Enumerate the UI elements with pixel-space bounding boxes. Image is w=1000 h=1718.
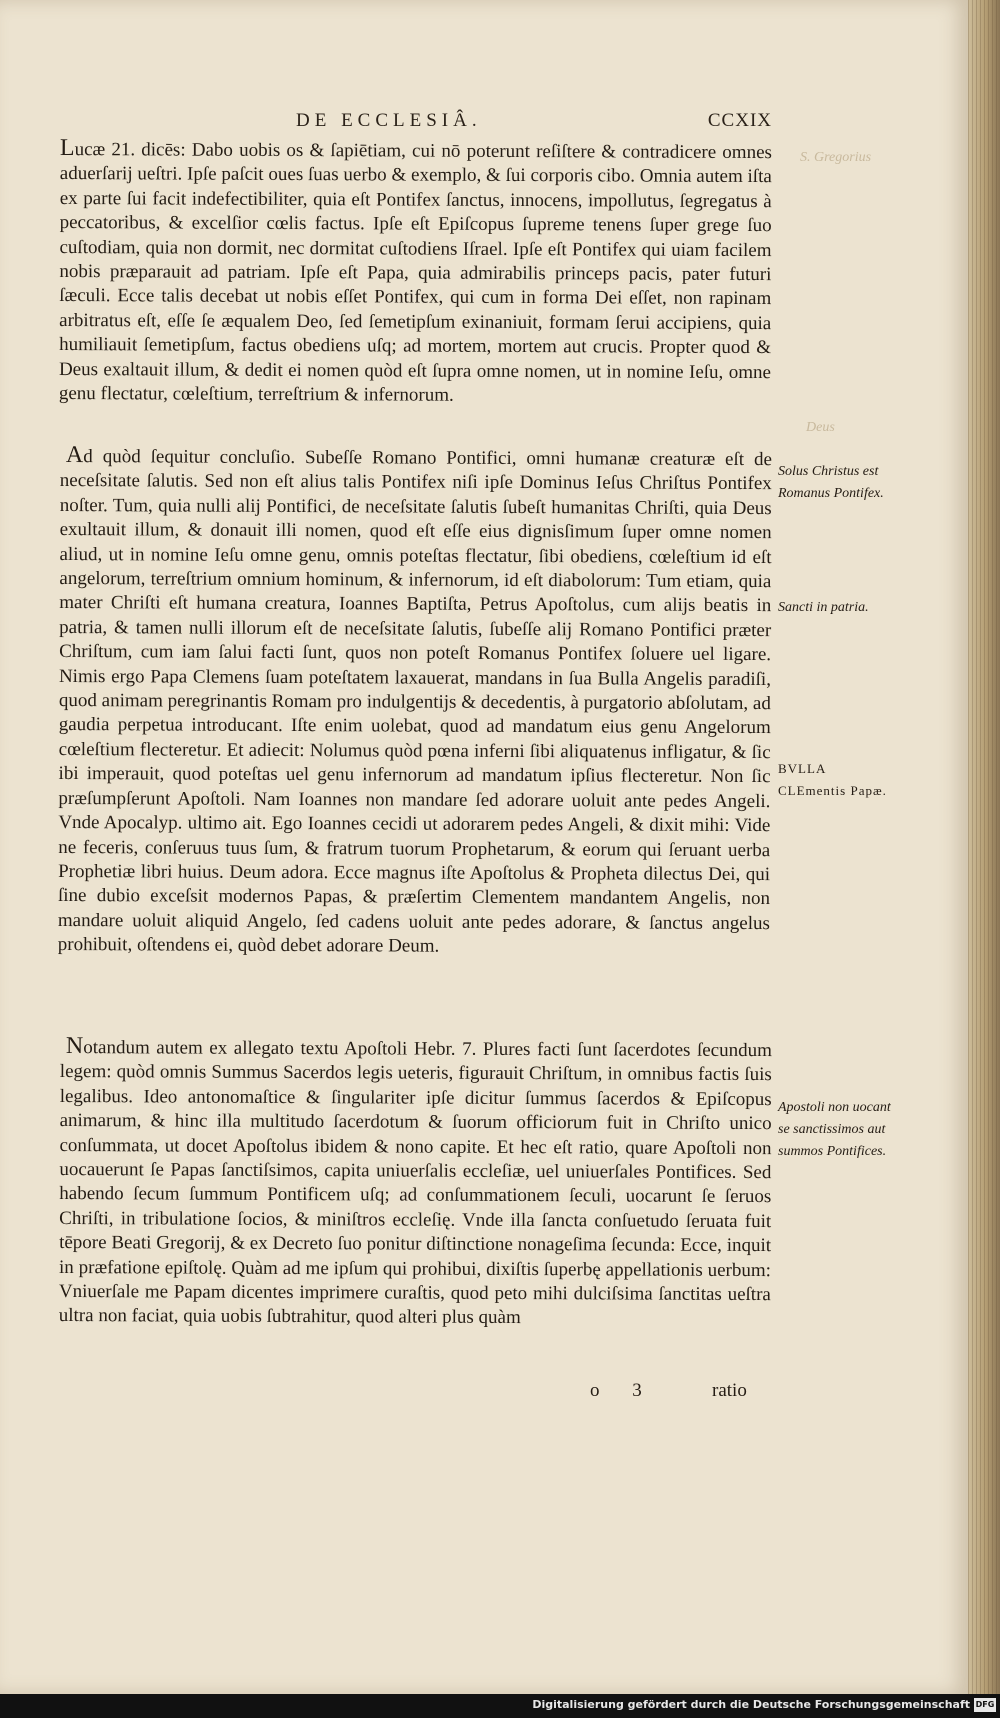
marginal-note: Sancti in patria. bbox=[778, 600, 869, 615]
paragraph-text: otandum autem ex allegato textu Apoſtoli Hebr. 7. Plures facti ſunt ſacerdotes ſecundum legem: quòd omnis Summus Sacerdos legis ueteris, figurauit Chriſtum, in omnibus factis ſuis legalibus. Ideo antonomaſtice & ſingulariter ipſe dicitur ſummus ſacerdos & Epiſcopus animarum, & hinc illa multitudo ſacerdotum & ſuorum officiorum fuit in Chriſto unico conſummata, ut docet Apoſtolus ibidem & nono capite. Et hec eſt ratio, quare Apoſtoli non uocauerunt ſe Papas ſanctiſsimos, capita uniuerſalis eccleſiæ, uel uniuerſales Pontifices. Sed habendo ſecum ſummum Pontificem uſq; ad conſummationem ſeculi, uocarunt ſe ſeruos Chriſti, in tribulatione ſocios, & miniſtros eccleſię. Vnde illa ſancta conſuetudo ſeruata fuit tēpore Beati Gregorij, & ex Decreto ſuo ponitur diſtinctione nonageſima ſecunda: Ecce, inquit in præfatione epiſtolę. Quàm ad me ipſum qui prohibui, dixiſtis ſuperbę appellationis uerbum: Vniuerſale me Papam dicentes imprimere curaſtis, quod peto mihi dulciſsima ſanctitas ueſtra ultra non faciat, quia uobis ſubtrahitur, quod alteri plus quàm bbox=[58, 1037, 772, 1329]
dfg-logo: DFG bbox=[974, 1698, 996, 1712]
signature-mark: o 3 bbox=[590, 1380, 656, 1401]
funding-credit: Digitalisierung gefördert durch die Deutsche Forschungsgemeinschaft bbox=[532, 1698, 970, 1711]
paragraph bbox=[58, 443, 772, 961]
bleed-through-text: Deus bbox=[806, 420, 835, 435]
paragraph-text: ucæ 21. dicēs: Dabo uobis os & ſapiētiam, cui nō poterunt reſiſtere & contradicere omnes aduerſarij ueſtri. Ipſe paſcit oues ſuas uerbo & exemplo, & ſui corporis cibo. Omnia autem iſta ex parte ſui facit indefectibiliter, quia eſt Pontifex ſanctus, innocens, impollutus, ſegregatus à peccatoribus, & excelſior cœlis factus. Ipſe eſt Epiſcopus ſupreme tenens ſuper grege ſuo cuſtodiam, quia non dormit, nec dormitat cuſtodiens Iſrael. Ipſe eſt Pontifex qui uiam facilem nobis præparauit ad patriam. Ipſe eſt Papa, quia admirabilis princeps pacis, pater futuri ſæculi. Ecce talis decebat ut nobis eſſet Pontifex, qui cum in forma Dei eſſet, non rapinam arbitratus eſt, eſſe ſe æqualem Deo, ſed ſemetipſum exinaniuit, formam ſerui accipiens, quia humiliauit ſemetipſum, factus obediens uſq; ad mortem, mortem aut crucis. Propter quod & Deus exaltauit illum, & dedit ei nomen quòd eſt ſupra omne nomen, ut in nomine Ieſu, omne genu flectatur, cœleſtium, terreſtrium & infernorum. bbox=[58, 139, 772, 406]
digitization-footer bbox=[0, 1694, 1000, 1718]
marginal-note: Apostoli non uocant se sanctissimos aut summos Pontifices. bbox=[778, 1100, 891, 1159]
marginal-note: Solus Christus est Romanus Pontifex. bbox=[778, 464, 884, 501]
bleed-through-text: S. Gregorius bbox=[800, 150, 872, 165]
marginal-note: BVLLA CLEmentis Papæ. bbox=[778, 761, 887, 798]
folio-number: CCXIX bbox=[707, 110, 772, 131]
initial-letter: L bbox=[59, 135, 75, 162]
initial-letter: N bbox=[65, 1033, 84, 1060]
running-head: DE ECCLESIÂ. bbox=[296, 110, 482, 131]
page-fore-edge bbox=[968, 0, 1000, 1694]
catchword: ratio bbox=[712, 1380, 747, 1401]
paragraph-text: d quòd ſequitur concluſio. Subeſſe Romano Pontifici, omni humanæ creaturæ eſt de neceſsitate ſalutis. Sed non eſt alius talis Pontifex niſi ipſe Dominus Ieſus Chriſtus Pontifex noſter. Tum, quia nulli alij Pontifici, de neceſsitate ſalutis ſubeſt humanitas Chriſti, quia Deus exultauit illum, & donauit illi nomen, quod eſt eſſe eius dignisſimum ſuper omne nomen aliud, ut in nomine Ieſu omne genu, omnis poteſtas flectatur, ſibi obediens, cœleſtium id eſt angelorum, terreſtrium omnium hominum, & infernorum, id eſt diabolorum: Tum etiam, quia mater Chriſti eſt humana creatura, Ioannes Baptiſta, Petrus Apoſtolus, cum alijs beatis in patria, & tamen nulli illorum eſt de neceſsitate ſalutis, ſubeſſe alij Romano Pontifici præter Chriſtum, cum iam ſalui facti ſunt, quos non poteſt Romanus Pontifex ſoluere uel ligare. Nimis ergo Papa Clemens ſuam poteſtatem laxauerat, mandans in ſua Bulla Angelis paradiſi, quod animam peregrinantis Romam pro indulgentijs & decedentis, à purgatorio abſolutam, ad gaudia perpetua introducant. Iſte enim uolebat, quod ad mandatum eius genu Angelorum cœleſtium flecteretur. Et adiecit: Nolumus quòd pœna inferni ſibi aliquatenus infligatur, & ſic ibi imperauit, quod poteſtas uel genu infernorum ad mandatum ipſius flecteretur. Non ſic præſumpſerunt Apoſtoli. Nam Ioannes non mandare ſed adorare uoluit ante pedes Angeli. Vnde Apocalyp. ultimo ait. Ego Ioannes cecidi ut adorarem pedes Angeli, & dixit mihi: Vide ne feceris, conſeruus tuus ſum, & fratrum tuorum Prophetarum, & eorum qui ſeruant uerba Prophetiæ libri huius. Deum adora. Ecce magnus iſte Apoſtolus & Propheta dilectus Dei, qui ſine dubio exceſsit modernos Papas, & præſertim Clementem mandantem Angelis, non mandare uoluit aliquid Angelo, ſed cadens uoluit ante pedes adorare, & ſanctus angelus prohibuit, oſtendens ei, quòd debet adorare Deum. bbox=[57, 446, 772, 957]
paragraph bbox=[59, 136, 772, 410]
initial-letter: A bbox=[65, 442, 84, 469]
paragraph bbox=[59, 1034, 772, 1332]
